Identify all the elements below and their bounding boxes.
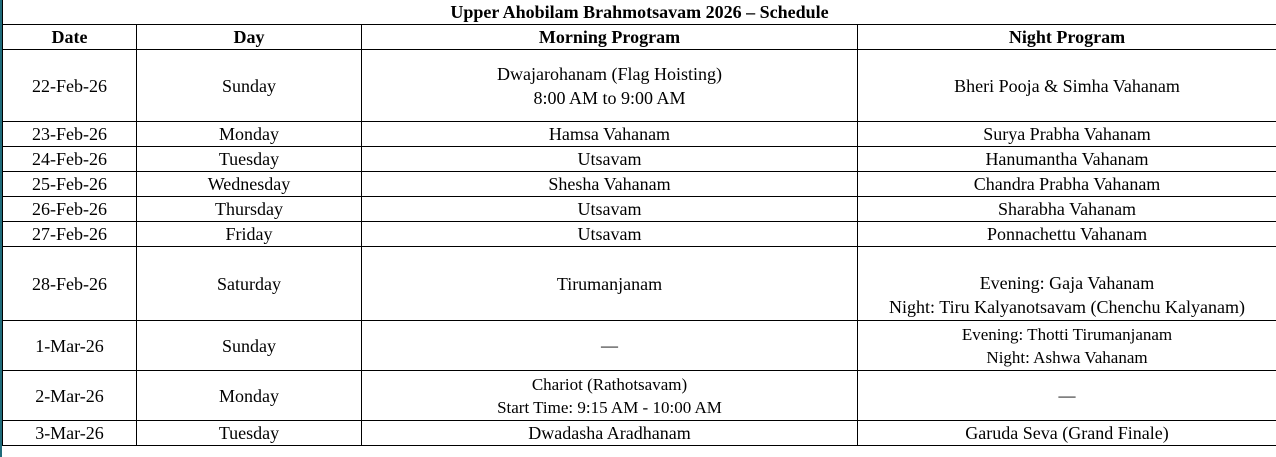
morning-line: Chariot (Rathotsavam) xyxy=(531,374,688,394)
table-row xyxy=(3,222,1276,247)
night-line: Hanumantha Vahanam xyxy=(985,149,1149,169)
night-line: Evening: Thotti Tirumanjanam xyxy=(961,324,1173,344)
night-line: Evening: Gaja Vahanam xyxy=(979,273,1155,293)
date-cell[interactable]: 28-Feb-26 xyxy=(3,247,137,321)
night-cell[interactable] xyxy=(858,122,1276,147)
table-row xyxy=(3,421,1276,446)
night-line: — xyxy=(1058,386,1076,405)
schedule-title[interactable]: Upper Ahobilam Brahmotsavam 2026 – Schedule xyxy=(3,0,1276,25)
night-line: Garuda Seva (Grand Finale) xyxy=(965,423,1169,443)
date-cell[interactable]: 3-Mar-26 xyxy=(3,421,137,446)
date-cell[interactable]: 25-Feb-26 xyxy=(3,172,137,197)
header-morning-program[interactable]: Morning Program xyxy=(362,25,858,50)
morning-cell[interactable] xyxy=(362,197,858,222)
night-line: Night: Ashwa Vahanam xyxy=(986,347,1148,367)
header-day[interactable]: Day xyxy=(137,25,362,50)
day-cell[interactable]: Sunday xyxy=(137,321,362,371)
morning-cell[interactable] xyxy=(362,321,858,371)
night-line: Chandra Prabha Vahanam xyxy=(973,174,1161,194)
table-row xyxy=(3,247,1276,321)
table-row xyxy=(3,172,1276,197)
morning-line: Shesha Vahanam xyxy=(548,174,671,194)
night-cell[interactable] xyxy=(858,371,1276,421)
table-row xyxy=(3,50,1276,122)
morning-cell[interactable] xyxy=(362,421,858,446)
table-row xyxy=(3,122,1276,147)
table-row xyxy=(3,371,1276,421)
day-cell[interactable]: Saturday xyxy=(137,247,362,321)
table-row xyxy=(3,197,1276,222)
night-line: Ponnachettu Vahanam xyxy=(986,224,1148,244)
day-cell[interactable]: Monday xyxy=(137,371,362,421)
morning-line: Dwajarohanam (Flag Hoisting) xyxy=(497,63,722,84)
morning-line: 8:00 AM to 9:00 AM xyxy=(533,87,686,108)
night-cell[interactable] xyxy=(858,197,1276,222)
morning-cell[interactable] xyxy=(362,50,858,122)
morning-line: — xyxy=(601,336,618,355)
morning-cell[interactable] xyxy=(362,172,858,197)
night-line: Surya Prabha Vahanam xyxy=(983,124,1151,144)
night-cell[interactable] xyxy=(858,321,1276,371)
morning-cell[interactable] xyxy=(362,222,858,247)
table-row xyxy=(3,147,1276,172)
day-cell[interactable]: Tuesday xyxy=(137,421,362,446)
day-cell[interactable]: Monday xyxy=(137,122,362,147)
day-cell[interactable]: Tuesday xyxy=(137,147,362,172)
date-cell[interactable]: 22-Feb-26 xyxy=(3,50,137,122)
night-line: Night: Tiru Kalyanotsavam (Chenchu Kalyanam) xyxy=(889,297,1245,317)
date-cell[interactable]: 1-Mar-26 xyxy=(3,321,137,371)
morning-line: Hamsa Vahanam xyxy=(548,124,671,144)
day-cell[interactable]: Thursday xyxy=(137,197,362,222)
morning-cell[interactable] xyxy=(362,247,858,321)
morning-cell[interactable] xyxy=(362,122,858,147)
morning-line: Utsavam xyxy=(577,149,642,169)
table-row xyxy=(3,321,1276,371)
day-cell[interactable]: Wednesday xyxy=(137,172,362,197)
night-cell[interactable] xyxy=(858,50,1276,122)
morning-cell[interactable] xyxy=(362,147,858,172)
day-cell[interactable]: Sunday xyxy=(137,50,362,122)
title-row xyxy=(3,0,1276,25)
morning-line: Utsavam xyxy=(577,199,642,219)
schedule-table xyxy=(2,0,1276,446)
date-cell[interactable]: 24-Feb-26 xyxy=(3,147,137,172)
morning-cell[interactable] xyxy=(362,371,858,421)
morning-line: Start Time: 9:15 AM - 10:00 AM xyxy=(497,397,722,417)
header-date[interactable]: Date xyxy=(3,25,137,50)
night-line: Bheri Pooja & Simha Vahanam xyxy=(954,75,1180,96)
night-cell[interactable] xyxy=(858,421,1276,446)
night-cell[interactable] xyxy=(858,222,1276,247)
header-night-program[interactable]: Night Program xyxy=(858,25,1276,50)
date-cell[interactable]: 27-Feb-26 xyxy=(3,222,137,247)
day-cell[interactable]: Friday xyxy=(137,222,362,247)
night-line: Sharabha Vahanam xyxy=(997,199,1137,219)
morning-line: Dwadasha Aradhanam xyxy=(528,423,691,443)
date-cell[interactable]: 2-Mar-26 xyxy=(3,371,137,421)
night-cell[interactable] xyxy=(858,172,1276,197)
morning-line: Tirumanjanam xyxy=(556,273,663,294)
date-cell[interactable]: 23-Feb-26 xyxy=(3,122,137,147)
morning-line: Utsavam xyxy=(577,224,642,244)
date-cell[interactable]: 26-Feb-26 xyxy=(3,197,137,222)
night-cell[interactable] xyxy=(858,147,1276,172)
schedule-sheet xyxy=(2,0,1276,457)
night-cell[interactable] xyxy=(858,247,1276,321)
header-row xyxy=(3,25,1276,50)
